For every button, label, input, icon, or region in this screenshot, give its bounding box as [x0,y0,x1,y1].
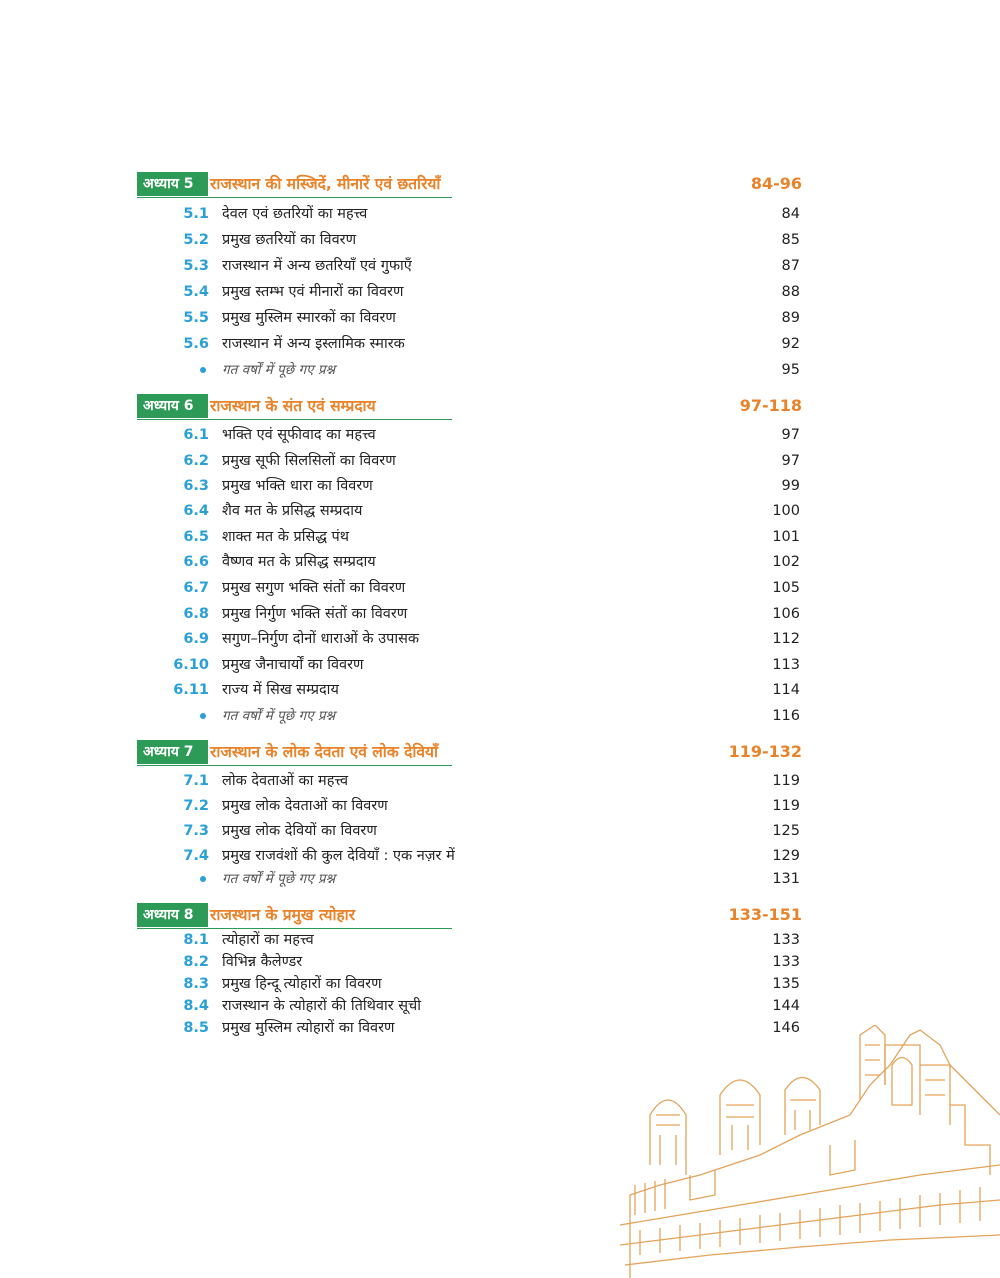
toc-entry[interactable] [137,255,802,277]
toc-entry[interactable] [137,795,802,817]
section-title: प्रमुख राजवंशों की कुल देवियाँ : एक नज़र में [222,848,455,864]
section-title: प्रमुख सगुण भक्ति संतों का विवरण [222,580,406,596]
section-number: 8.1 [183,932,209,948]
section-title: राजस्थान में अन्य इस्लामिक स्मारक [222,336,405,352]
toc-entry[interactable] [137,628,802,650]
section-number: 6.11 [173,682,209,698]
section-title: गत वर्षों में पूछे गए प्रश्न [222,708,336,724]
section-number: 6.10 [173,657,209,673]
chapter-header[interactable] [137,740,802,764]
toc-entry[interactable] [137,770,802,792]
page-number: 131 [772,871,800,887]
page-number: 116 [772,708,800,724]
section-title: प्रमुख मुस्लिम त्योहारों का विवरण [222,1020,395,1036]
bullet-icon [200,876,206,882]
page-number: 125 [772,823,800,839]
page-number: 97 [781,453,800,469]
section-title: शाक्त मत के प्रसिद्ध पंथ [222,529,350,545]
toc-entry[interactable] [137,424,802,446]
section-number: 8.2 [183,954,209,970]
page-number: 99 [781,478,800,494]
fort-sketch-icon [620,1025,1000,1278]
chapter-badge: अध्याय 5 [137,172,208,196]
section-title: प्रमुख लोक देवताओं का विवरण [222,798,388,814]
section-number: 5.6 [183,336,209,352]
section-title: शैव मत के प्रसिद्ध सम्प्रदाय [222,503,363,519]
section-number: 7.3 [183,823,209,839]
toc-entry[interactable] [137,500,802,522]
chapter-title: राजस्थान के संत एवं सम्प्रदाय [210,397,376,415]
toc-entry[interactable] [137,450,802,472]
page-number: 88 [781,284,800,300]
section-number: 8.4 [183,998,209,1014]
chapter-title: राजस्थान के लोक देवता एवं लोक देवियाँ [210,743,438,761]
section-number: 6.4 [183,503,209,519]
section-title: प्रमुख सूफी सिलसिलों का विवरण [222,453,396,469]
section-number: 5.2 [183,232,209,248]
chapter-page-range: 97-118 [739,396,802,415]
toc-entry[interactable] [137,995,802,1017]
page-number: 112 [772,631,800,647]
chapter-header[interactable] [137,394,802,418]
section-number: 6.7 [183,580,209,596]
chapter-badge: अध्याय 7 [137,740,208,764]
section-number: 7.4 [183,848,209,864]
section-number: 8.3 [183,976,209,992]
chapter-page-range: 84-96 [750,174,802,193]
toc-entry[interactable] [137,526,802,548]
toc-entry[interactable] [137,868,802,890]
chapter-title: राजस्थान की मस्जिदें, मीनारें एवं छतरियाँ [210,175,441,193]
page-number: 113 [772,657,800,673]
toc-entry[interactable] [137,229,802,251]
section-number: 6.3 [183,478,209,494]
chapter-page-range: 133-151 [728,905,802,924]
page-number: 102 [772,554,800,570]
section-number: 6.6 [183,554,209,570]
chapter-badge: अध्याय 8 [137,903,208,927]
page-number: 119 [772,773,800,789]
chapter-header[interactable] [137,903,802,927]
toc-entry[interactable] [137,203,802,225]
section-number: 6.1 [183,427,209,443]
section-number: 7.2 [183,798,209,814]
chapter-underline [137,419,452,420]
section-number: 5.4 [183,284,209,300]
page-number: 100 [772,503,800,519]
section-title: भक्ति एवं सूफीवाद का महत्त्व [222,427,376,443]
page-number: 105 [772,580,800,596]
page-number: 114 [772,682,800,698]
section-number: 5.5 [183,310,209,326]
section-title: गत वर्षों में पूछे गए प्रश्न [222,362,336,378]
toc-entry[interactable] [137,551,802,573]
section-number: 6.2 [183,453,209,469]
bullet-icon [200,367,206,373]
chapter-title: राजस्थान के प्रमुख त्योहार [210,906,356,924]
section-title: त्योहारों का महत्त्व [222,932,314,948]
section-number: 6.9 [183,631,209,647]
toc-entry[interactable] [137,603,802,625]
toc-entry[interactable] [137,475,802,497]
section-title: देवल एवं छतरियों का महत्त्व [222,206,368,222]
page-number: 97 [781,427,800,443]
page-number: 135 [772,976,800,992]
section-title: विभिन्न कैलेण्डर [222,954,303,970]
chapter-underline [137,765,452,766]
page-number: 87 [781,258,800,274]
section-title: राज्य में सिख सम्प्रदाय [222,682,339,698]
section-title: गत वर्षों में पूछे गए प्रश्न [222,871,336,887]
section-title: सगुण–निर्गुण दोनों धाराओं के उपासक [222,631,420,647]
toc-entry[interactable] [137,281,802,303]
page-number: 129 [772,848,800,864]
page-number: 101 [772,529,800,545]
toc-entry[interactable] [137,577,802,599]
page-number: 133 [772,954,800,970]
section-title: प्रमुख मुस्लिम स्मारकों का विवरण [222,310,396,326]
section-number: 6.5 [183,529,209,545]
page-number: 119 [772,798,800,814]
toc-entry[interactable] [137,654,802,676]
toc-entry[interactable] [137,929,802,951]
toc-entry[interactable] [137,705,802,727]
toc-entry[interactable] [137,679,802,701]
section-title: प्रमुख छतरियों का विवरण [222,232,357,248]
chapter-header[interactable] [137,172,802,196]
page-number: 106 [772,606,800,622]
section-number: 8.5 [183,1020,209,1036]
section-title: प्रमुख हिन्दू त्योहारों का विवरण [222,976,382,992]
toc-entry[interactable] [137,951,802,973]
section-title: लोक देवताओं का महत्त्व [222,773,349,789]
section-number: 5.3 [183,258,209,274]
section-title: वैष्णव मत के प्रसिद्ध सम्प्रदाय [222,554,376,570]
section-number: 5.1 [183,206,209,222]
section-title: राजस्थान के त्योहारों की तिथिवार सूची [222,998,422,1014]
chapter-badge: अध्याय 6 [137,394,208,418]
page-number: 92 [781,336,800,352]
toc-entry[interactable] [137,359,802,381]
bullet-icon [200,713,206,719]
chapter-underline [137,197,452,198]
toc-entry[interactable] [137,973,802,995]
section-number: 6.8 [183,606,209,622]
page-number: 144 [772,998,800,1014]
chapter-page-range: 119-132 [728,742,802,761]
section-number: 7.1 [183,773,209,789]
section-title: प्रमुख जैनाचार्यों का विवरण [222,657,364,673]
toc-entry[interactable] [137,333,802,355]
toc-entry[interactable] [137,820,802,842]
page-number: 146 [772,1020,800,1036]
page-number: 84 [781,206,800,222]
section-title: राजस्थान में अन्य छतरियाँ एवं गुफाएँ [222,258,412,274]
toc-entry[interactable] [137,307,802,329]
page-number: 95 [781,362,800,378]
page-number: 85 [781,232,800,248]
section-title: प्रमुख स्तम्भ एवं मीनारों का विवरण [222,284,404,300]
page-number: 133 [772,932,800,948]
page-number: 89 [781,310,800,326]
section-title: प्रमुख भक्ति धारा का विवरण [222,478,373,494]
section-title: प्रमुख लोक देवियों का विवरण [222,823,377,839]
section-title: प्रमुख निर्गुण भक्ति संतों का विवरण [222,606,408,622]
toc-entry[interactable] [137,845,802,867]
